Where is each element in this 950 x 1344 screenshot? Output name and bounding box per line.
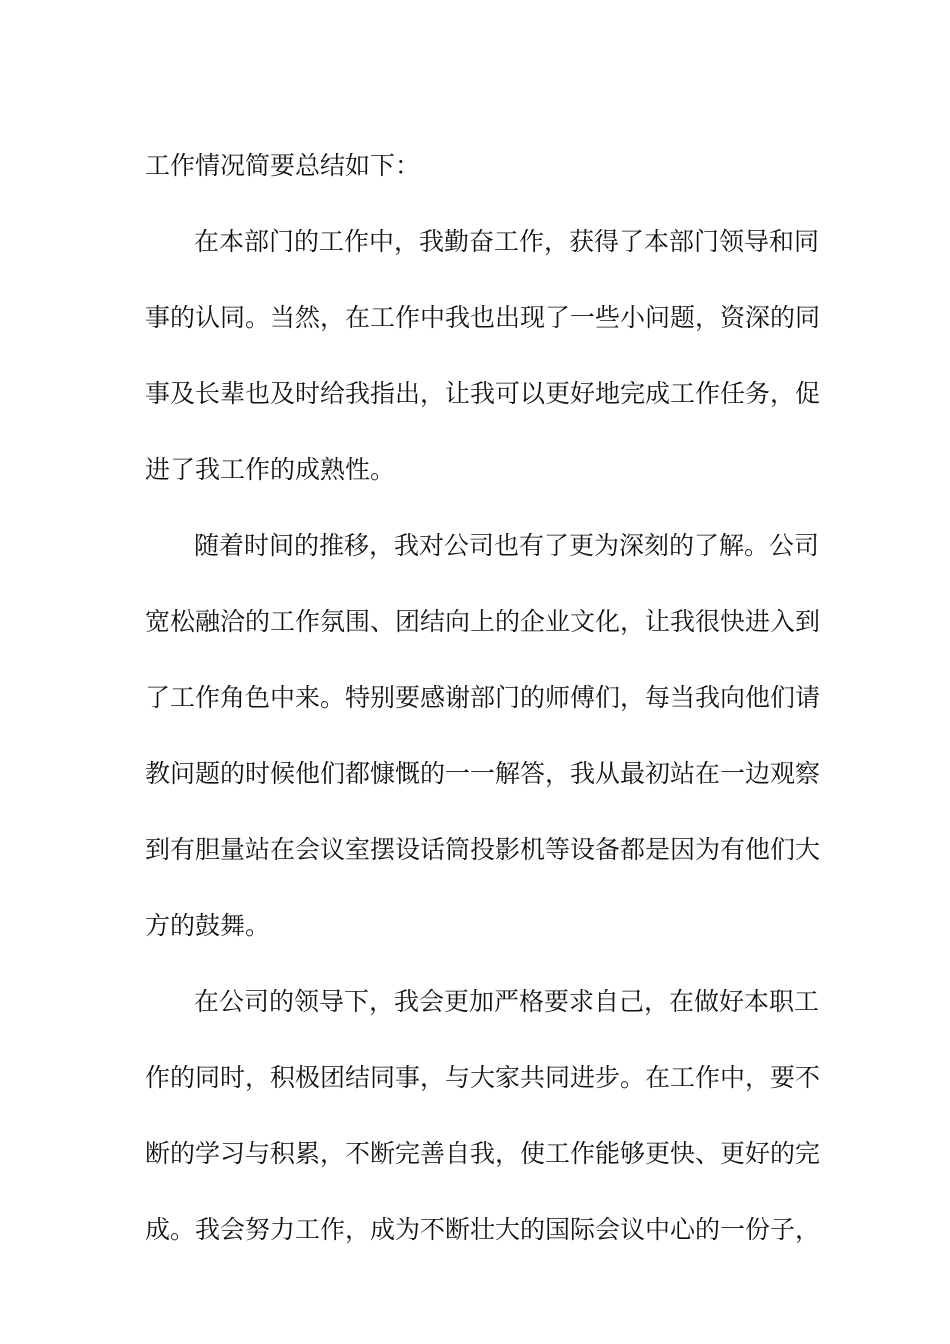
text-line: 进了我工作的成熟性。 — [145, 455, 396, 484]
text-line: 方的鼓舞。 — [145, 911, 271, 940]
text-line: 到有胆量站在会议室摆设话筒投影机等设备都是因为有他们大 — [145, 835, 821, 864]
document-body — [145, 128, 821, 1268]
text-line: 宽松融洽的工作氛围、团结向上的企业文化，让我很快进入到 — [145, 607, 821, 636]
paragraph-first-line: 在本部门的工作中，我勤奋工作，获得了本部门领导和同 — [194, 227, 820, 256]
text-line: 成。我会努力工作，成为不断壮大的国际会议中心的一份子， — [145, 1215, 821, 1244]
text-line: 工作情况简要总结如下： — [145, 151, 421, 180]
text-line: 事及长辈也及时给我指出，让我可以更好地完成工作任务，促 — [145, 379, 821, 408]
text-line: 作的同时，积极团结同事，与大家共同进步。在工作中，要不 — [145, 1063, 821, 1092]
text-line: 断的学习与积累，不断完善自我，使工作能够更快、更好的完 — [145, 1139, 821, 1168]
paragraph-first-line: 随着时间的推移，我对公司也有了更为深刻的了解。公司 — [194, 531, 820, 560]
text-line: 了工作角色中来。特别要感谢部门的师傅们，每当我向他们请 — [145, 683, 821, 712]
text-line: 教问题的时候他们都慷慨的一一解答，我从最初站在一边观察 — [145, 759, 821, 788]
text-line: 事的认同。当然，在工作中我也出现了一些小问题，资深的同 — [145, 303, 821, 332]
paragraph-first-line: 在公司的领导下，我会更加严格要求自己，在做好本职工 — [194, 987, 820, 1016]
